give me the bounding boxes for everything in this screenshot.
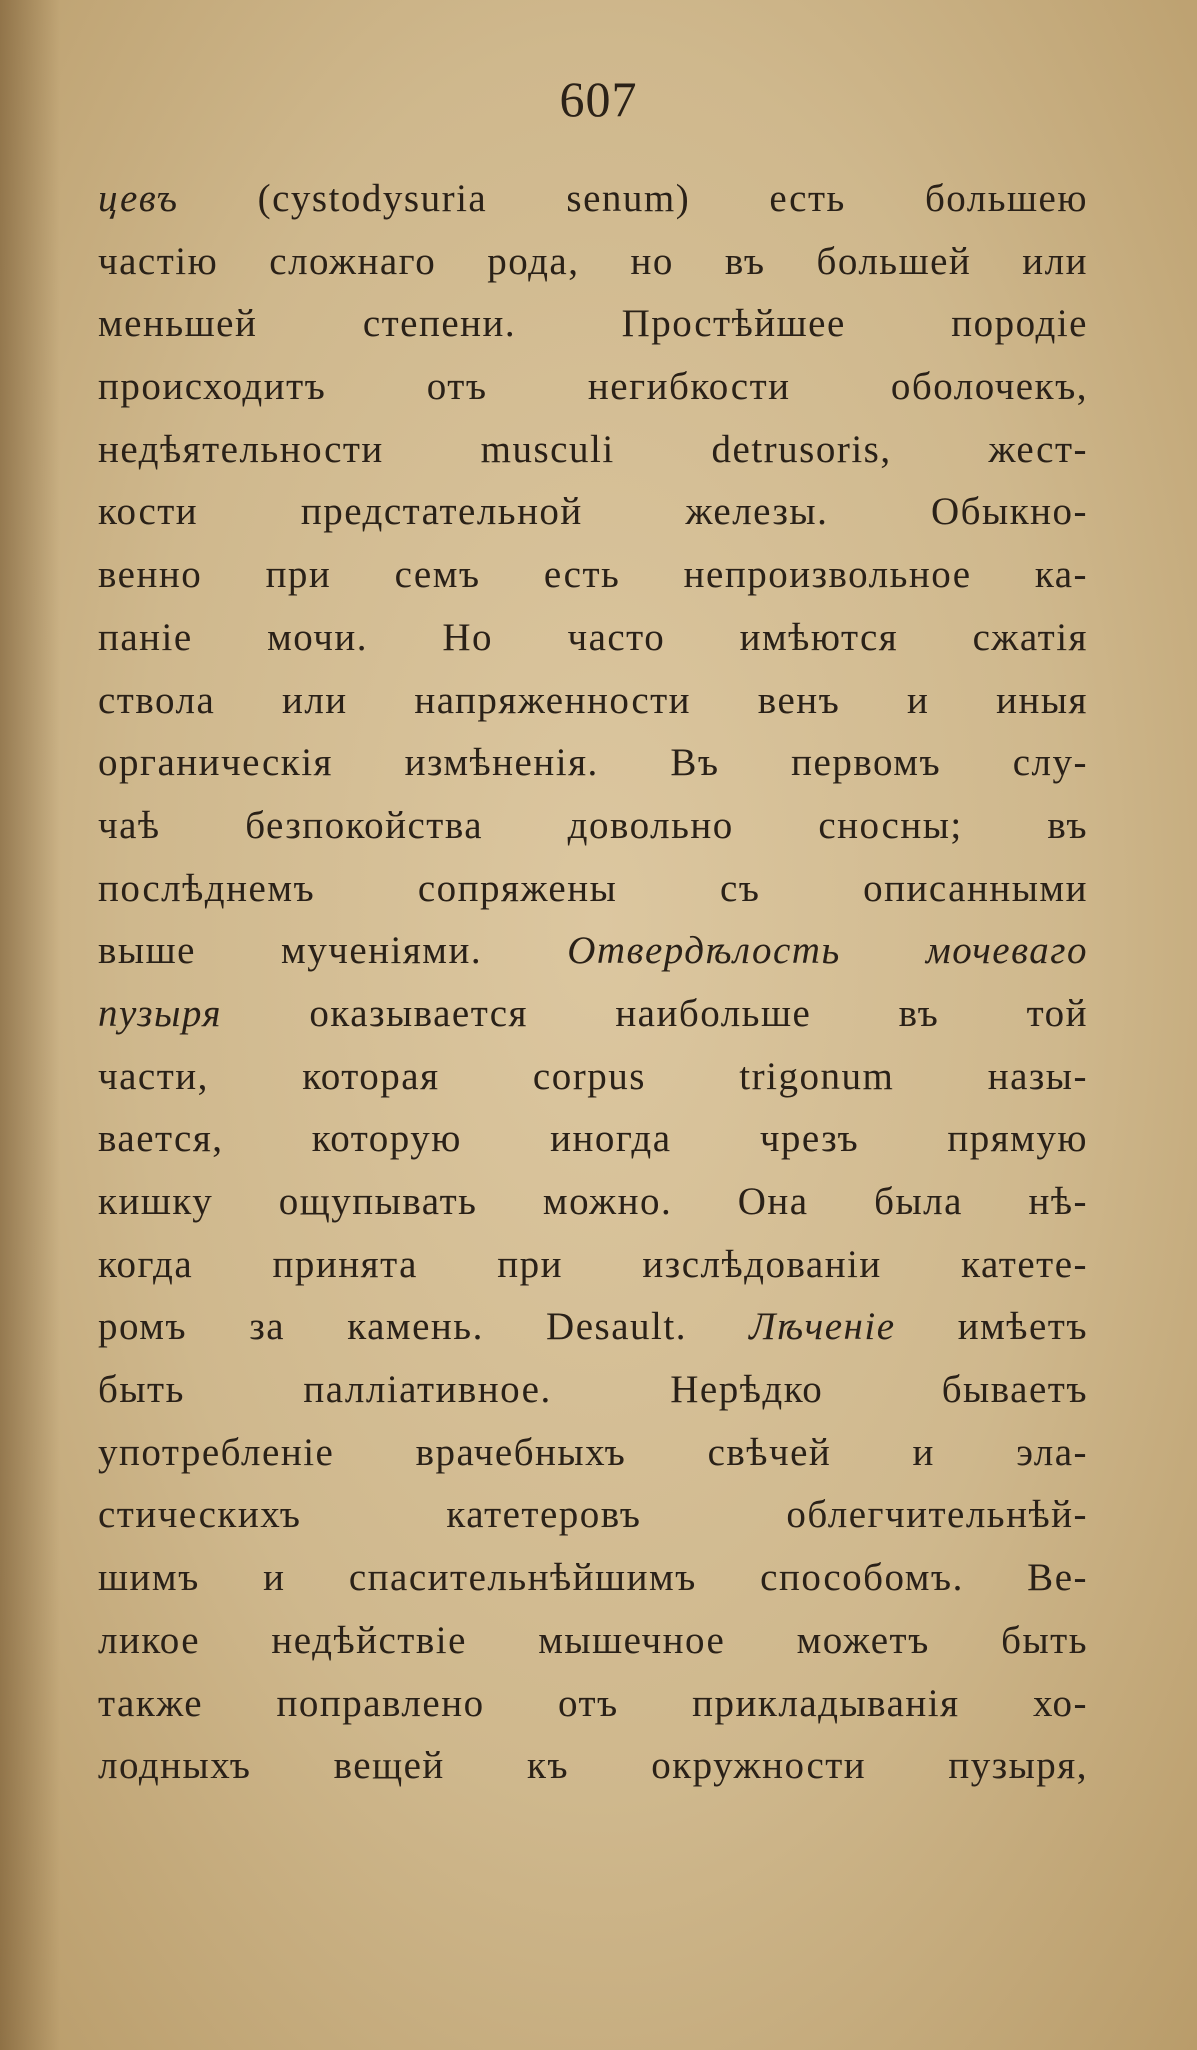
italic-text-span: Лѣченіе [749, 1305, 896, 1349]
text-line [98, 1108, 1088, 1171]
text-line [98, 670, 1088, 733]
text-span: частію сложнаго рода, но въ большей или [98, 239, 1088, 283]
text-span: паніе мочи. Но часто имѣются сжатія [98, 615, 1088, 659]
italic-text-span: Отвердѣлость мочеваго [567, 929, 1088, 973]
text-span: быть паллiативное. Нерѣдко бываетъ [98, 1368, 1088, 1412]
text-line [98, 419, 1088, 482]
page-edge-shadow [0, 0, 60, 2050]
text-span: кости предстательной железы. Обыкно- [98, 490, 1088, 534]
text-span: чаѣ безпокойства довольно сносны; въ [98, 803, 1088, 847]
text-line [98, 168, 1088, 231]
text-span: происходитъ отъ негибкости оболочекъ, [98, 365, 1088, 409]
text-span: лодныхъ вещей къ окружности пузыря, [98, 1744, 1088, 1788]
text-line [98, 1046, 1088, 1109]
text-span: ствола или напряженности венъ и иныя [98, 678, 1088, 722]
text-span: недѣятельности musculi detrusoris, жест- [98, 427, 1088, 471]
text-line [98, 1547, 1088, 1610]
text-span: оказывается наибольше въ той [222, 991, 1088, 1035]
text-line [98, 1422, 1088, 1485]
text-line [98, 1735, 1088, 1798]
text-span: части, которая corpus trigonum назы- [98, 1054, 1088, 1098]
text-line [98, 920, 1088, 983]
text-line [98, 231, 1088, 294]
text-span: меньшей степени. Простѣйшее породіе [98, 302, 1088, 346]
text-line [98, 1171, 1088, 1234]
text-line [98, 1610, 1088, 1673]
text-line [98, 858, 1088, 921]
text-span: ромъ за камень. Desault. [98, 1305, 750, 1349]
text-line [98, 1484, 1088, 1547]
text-span: употребленіе врачебныхъ свѣчей и эла- [98, 1430, 1088, 1474]
text-line [98, 544, 1088, 607]
text-span: ликое недѣйствіе мышечное можетъ быть [98, 1618, 1088, 1662]
text-span: венно при семъ есть непроизвольное ка- [98, 553, 1088, 597]
text-span: выше мученіями. [98, 929, 568, 973]
page-number: 607 [559, 71, 638, 127]
text-span: послѣднемъ сопряжены съ описанными [98, 866, 1088, 910]
body-text [98, 168, 1088, 1798]
text-line [98, 732, 1088, 795]
italic-text-span: цевъ [98, 177, 179, 220]
text-line [98, 1296, 1088, 1359]
text-line [98, 356, 1088, 419]
text-span: также поправлено отъ прикладыванія хо- [98, 1681, 1088, 1725]
text-line [98, 481, 1088, 544]
text-span: органическія измѣненія. Въ первомъ слу- [98, 741, 1088, 785]
text-span: кишку ощупывать можно. Она была нѣ- [98, 1180, 1088, 1223]
text-span: стическихъ катетеровъ облегчительнѣй- [98, 1493, 1088, 1537]
italic-text-span: пузыря [98, 991, 223, 1035]
text-line [98, 607, 1088, 670]
text-line [98, 795, 1088, 858]
text-span: имѣетъ [895, 1305, 1088, 1349]
text-span: когда принята при изслѣдованіи катете- [98, 1242, 1088, 1286]
text-line [98, 1673, 1088, 1736]
text-span: (cystodysuria senum) есть большею [178, 177, 1088, 220]
text-line [98, 983, 1088, 1046]
text-span: вается, которую иногда чрезъ прямую [98, 1117, 1088, 1161]
text-line [98, 1359, 1088, 1422]
text-line [98, 293, 1088, 356]
text-line [98, 1234, 1088, 1297]
text-span: шимъ и спасительнѣйшимъ способомъ. Ве- [98, 1556, 1088, 1600]
